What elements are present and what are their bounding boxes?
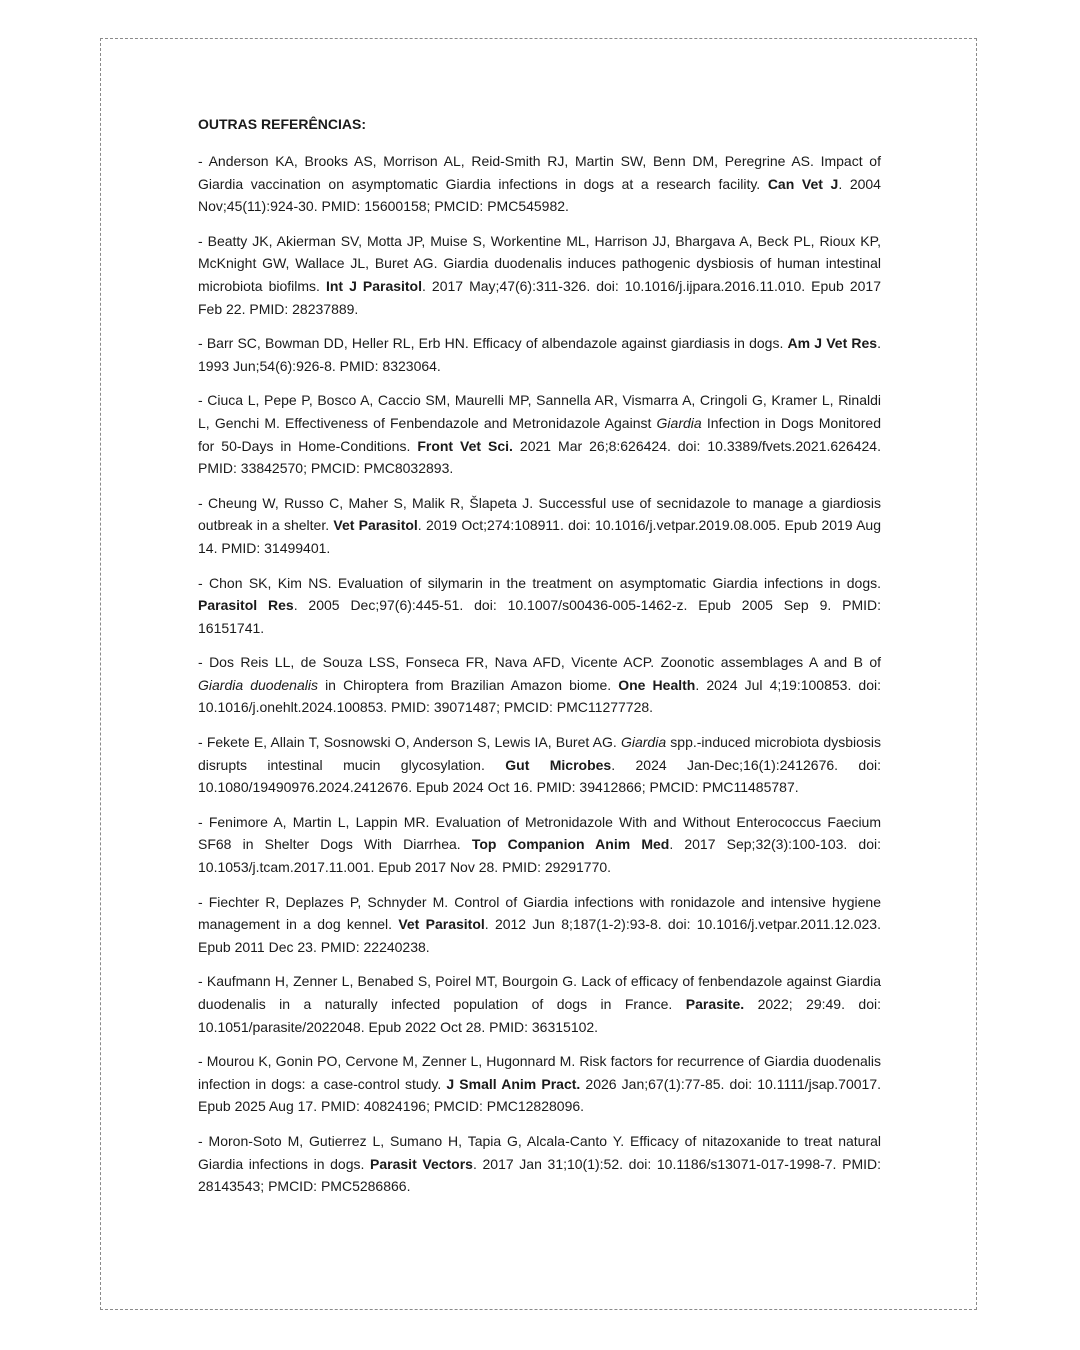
journal-name: J Small Anim Pract. — [446, 1075, 581, 1092]
reference-item: - Kaufmann H, Zenner L, Benabed S, Poirel MT, Bourgoin G. Lack of efficacy of fenbendazole against Giardia duodenalis in a naturally infected population of dogs in France. Parasite. 2022; 29:49. doi: 10.1051/parasite/2022048. Epub 2022 Oct 28. PMID: 36315102. — [198, 973, 881, 1035]
reference-item: - Ciuca L, Pepe P, Bosco A, Caccio SM, Maurelli MP, Sannella AR, Vismarra A, Cringoli G, Kramer L, Rinaldi L, Genchi M. Effectiveness of Fenbendazole and Metronidazole Against Giardia Infection in Dogs Monitored for 50-Days in Home-Conditions. Front Vet Sci. 2021 Mar 26;8:626424. doi: 10.3389/fvets.2021.626424. PMID: 33842570; PMCID: PMC8032893. — [198, 392, 882, 477]
journal-name: Parasite. — [685, 996, 745, 1012]
journal-name: Int J Parasitol — [325, 277, 423, 294]
journal-name: One Health — [618, 676, 696, 693]
journal-name: Can Vet J — [767, 175, 839, 192]
journal-name: Am J Vet Res — [787, 335, 878, 352]
journal-name: Top Companion Anim Med — [471, 836, 670, 853]
reference-item: - Dos Reis LL, de Souza LSS, Fonseca FR, Nava AFD, Vicente ACP. Zoonotic assemblages A and B of Giardia duodenalis in Chiroptera from Brazilian Amazon biome. One Health. 2024 Jul 4;19:100853. doi: 10.1016/j.onehlt.2024.100853. PMID: 39071487; PMCID: PMC11277728. — [198, 654, 882, 716]
section-heading: OUTRAS REFERÊNCIAS: — [198, 116, 367, 132]
reference-item: - Barr SC, Bowman DD, Heller RL, Erb HN. Efficacy of albendazole against giardiasis in dogs. Am J Vet Res. 1993 Jun;54(6):926-8. PMID: 8323064. — [198, 335, 881, 374]
journal-name: Gut Microbes — [505, 756, 612, 773]
reference-item: - Moron-Soto M, Gutierrez L, Sumano H, Tapia G, Alcala-Canto Y. Efficacy of nitazoxanide to treat natural Giardia infections in dogs. Parasit Vectors. 2017 Jan 31;10(1):52. doi: 10.1186/s13071-017-1998-7. PMID: 28143543; PMCID: PMC5286866. — [198, 1132, 881, 1195]
journal-name: Vet Parasitol — [398, 916, 485, 933]
reference-item: - Chon SK, Kim NS. Evaluation of silymarin in the treatment on asymptomatic Giardia infections in dogs. Parasitol Res. 2005 Dec;97(6):445-51. doi: 10.1007/s00436-005-1462-z. Epub 2005 Sep 9. PMID: 16151741. — [198, 574, 881, 636]
references-section — [198, 113, 881, 1210]
journal-name: Parasit Vectors — [370, 1155, 473, 1172]
reference-item: - Fenimore A, Martin L, Lappin MR. Evaluation of Metronidazole With and Without Enterococcus Faecium SF68 in Shelter Dogs With Diarrhea. Top Companion Anim Med. 2017 Sep;32(3):100-103. doi: 10.1053/j.tcam.2017.11.001. Epub 2017 Nov 28. PMID: 29291770. — [198, 813, 881, 876]
italic-term: Giardia — [656, 414, 702, 431]
reference-item: - Fiechter R, Deplazes P, Schnyder M. Control of Giardia infections with ronidazole and intensive hygiene management in a dog kennel. Vet Parasitol. 2012 Jun 8;187(1-2):93-8. doi: 10.1016/j.vetpar.2011.12.023. Epub 2011 Dec 23. PMID: 22240238. — [198, 893, 881, 955]
reference-item: - Mourou K, Gonin PO, Cervone M, Zenner L, Hugonnard M. Risk factors for recurrence of Giardia duodenalis infection in dogs: a case-control study. J Small Anim Pract. 2026 Jan;67(1):77-85. doi: 10.1111/jsap.70017. Epub 2025 Aug 17. PMID: 40824196; PMCID: PMC12828096. — [198, 1053, 882, 1115]
journal-name: Parasitol Res — [198, 597, 294, 614]
reference-item: - Anderson KA, Brooks AS, Morrison AL, Reid-Smith RJ, Martin SW, Benn DM, Peregrine AS. Impact of Giardia vaccination on asymptomatic Giardia infections in dogs at a research facility. Can Vet J. 2004 Nov;45(11):924-30. PMID: 15600158; PMCID: PMC545982. — [198, 153, 881, 215]
journal-name: Vet Parasitol — [333, 517, 418, 534]
italic-term: Giardia — [620, 734, 667, 751]
reference-item: - Fekete E, Allain T, Sosnowski O, Anderson S, Lewis IA, Buret AG. Giardia spp.-induced microbiota dysbiosis disrupts intestinal mucin glycosylation. Gut Microbes. 2024 Jan-Dec;16(1):2412676. doi: 10.1080/19490976.2024.2412676. Epub 2024 Oct 16. PMID: 39412866; PMCID: PMC11485787. — [198, 734, 881, 796]
italic-term: Giardia duodenalis — [198, 676, 318, 693]
reference-item: - Cheung W, Russo C, Maher S, Malik R, Šlapeta J. Successful use of secnidazole to manage a giardiosis outbreak in a shelter. Vet Parasitol. 2019 Oct;274:108911. doi: 10.1016/j.vetpar.2019.08.005. Epub 2019 Aug 14. PMID: 31499401. — [198, 494, 881, 556]
journal-name: Front Vet Sci. — [417, 437, 513, 454]
reference-item: - Beatty JK, Akierman SV, Motta JP, Muise S, Workentine ML, Harrison JJ, Bhargava A, Beck PL, Rioux KP, McKnight GW, Wallace JL, Buret AG. Giardia duodenalis induces pathogenic dysbiosis of human intestinal microbiota biofilms. Int J Parasitol. 2017 May;47(6):311-326. doi: 10.1016/j.ijpara.2016.11.010. Epub 2017 Feb 22. PMID: 28237889. — [198, 232, 882, 317]
